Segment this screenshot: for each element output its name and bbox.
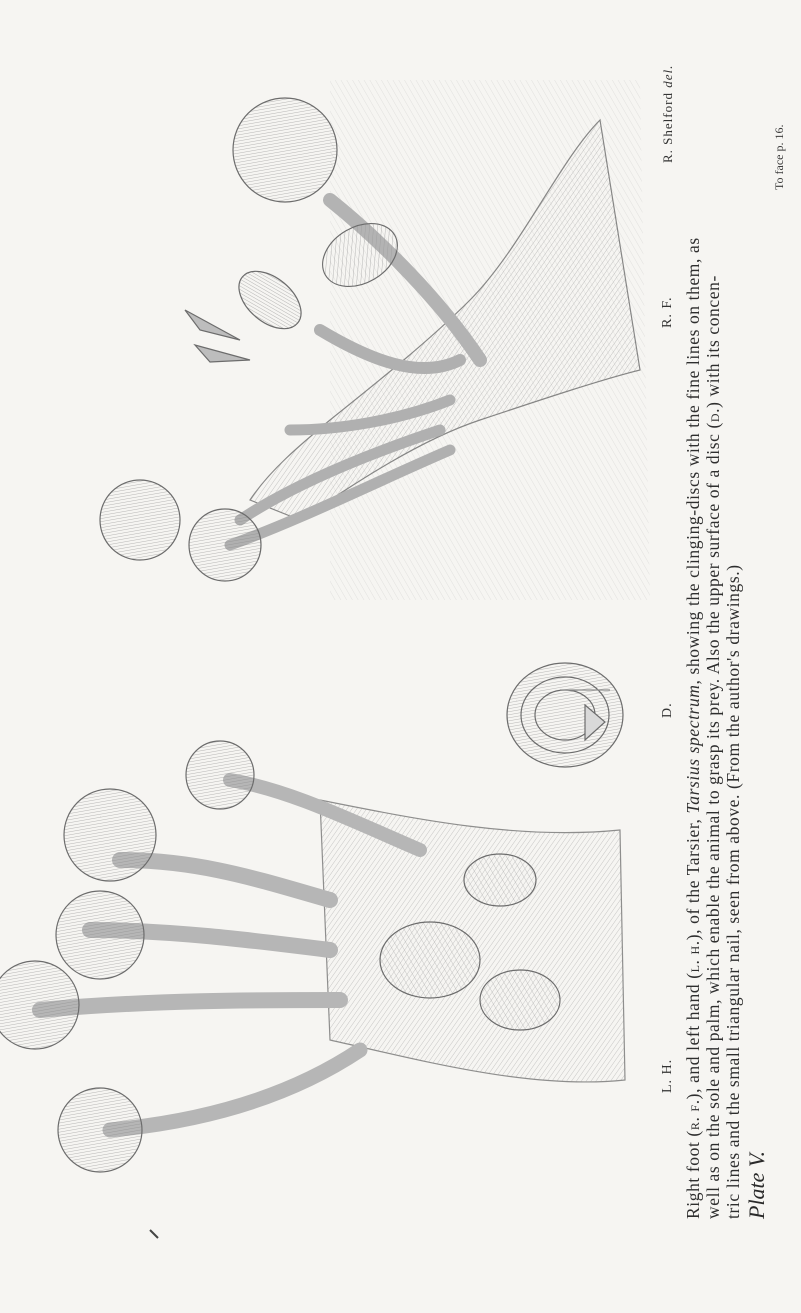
label-disc: D. — [660, 702, 675, 718]
caption-1-lh: l. h. — [683, 940, 703, 973]
label-artist — [660, 65, 676, 163]
plate-caption — [683, 19, 743, 1219]
to-face-note: To face p. 16. — [772, 124, 786, 190]
caption-1d: showing the clinging-discs with the fine lines on them, as — [683, 237, 703, 680]
caption-2a: well as on the sole and palm, which enable the animal to grasp its prey. Also the upper surface of a disc ( — [703, 422, 723, 1219]
caption-1-rf: r. f. — [683, 1099, 703, 1131]
caption-2b: ) with its concen- — [703, 275, 723, 408]
caption-1a: Right foot ( — [683, 1130, 703, 1219]
artist-name: R. Shelford — [660, 92, 675, 163]
caption-2-d: d. — [703, 407, 723, 423]
caption-1c: ), of the Tarsier, — [683, 813, 703, 941]
caption-line-2 — [703, 19, 723, 1219]
label-left-hand: L. H. — [660, 1058, 675, 1093]
caption-line-3: tric lines and the small triangular nail, seen from above. (From the author's drawings.) — [723, 564, 743, 1219]
caption-species: Tarsius spectrum, — [683, 679, 703, 814]
caption-1b: ), and left hand ( — [683, 972, 703, 1100]
caption-line-1 — [683, 19, 703, 1219]
label-right-foot: R. F. — [660, 296, 675, 328]
plate-title: Plate V. — [744, 1150, 769, 1219]
artist-suffix: del. — [660, 64, 675, 88]
